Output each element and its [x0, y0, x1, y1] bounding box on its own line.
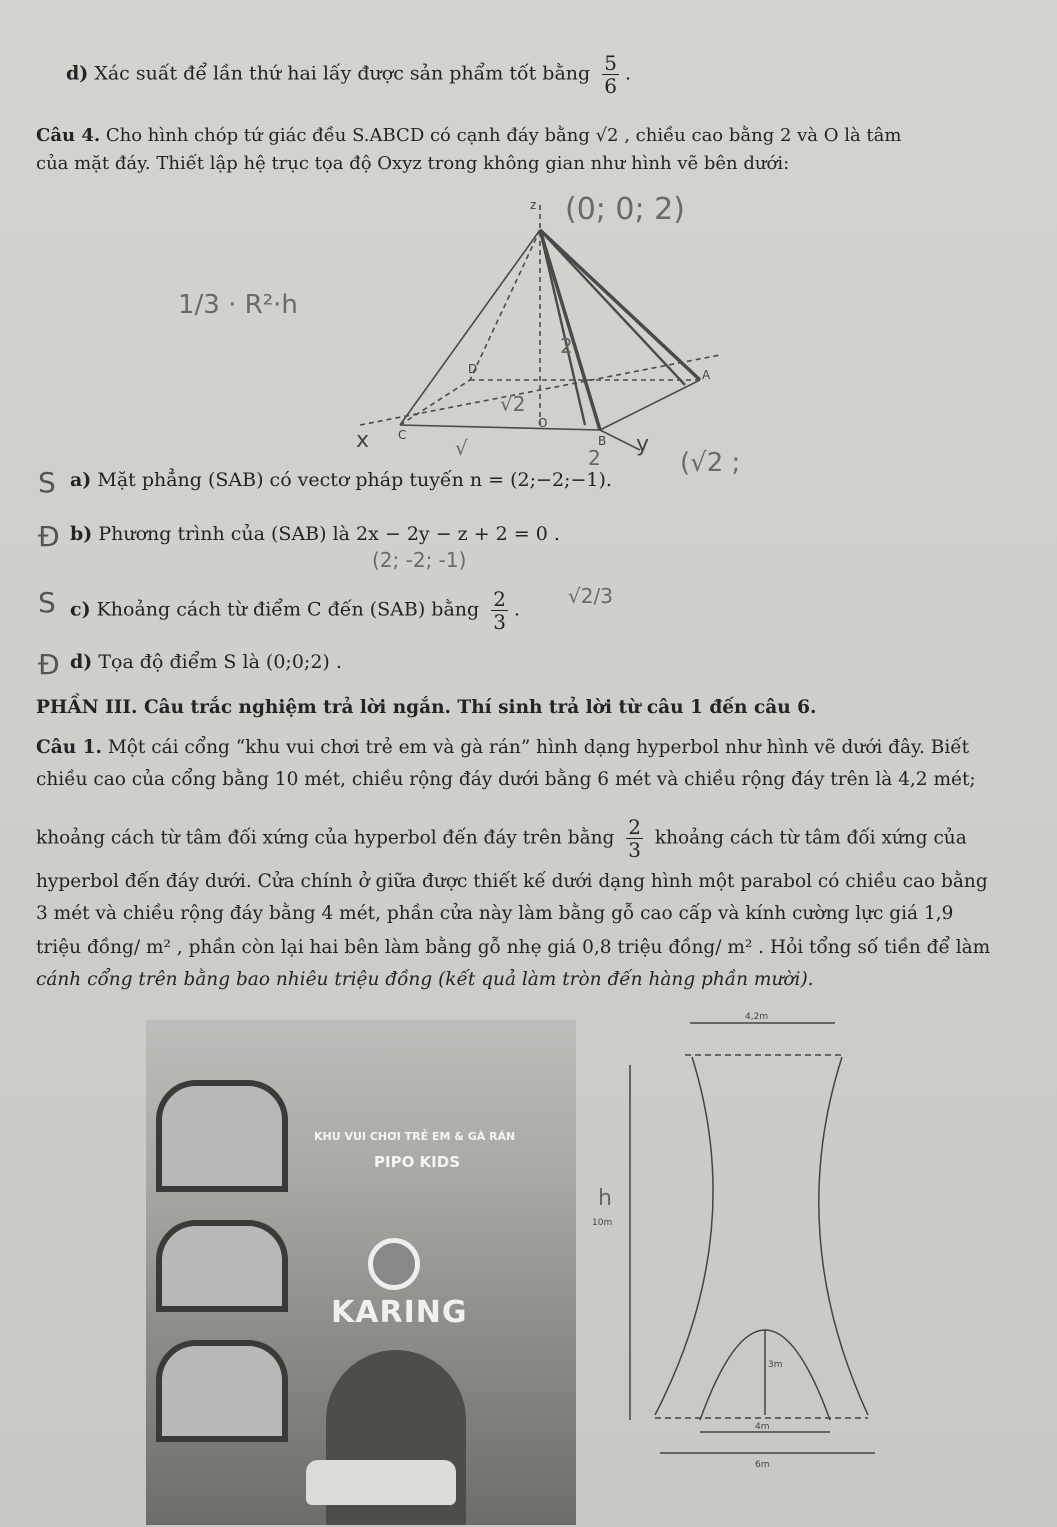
top-width-label: 4,2m [745, 1012, 769, 1022]
question-text: khoảng cách từ tâm đối xứng của hyperbol đến đáy trên bằng [36, 827, 615, 849]
sign-text: KHU VUI CHƠI TRẺ EM & GÀ RÁN [314, 1130, 516, 1143]
gate-photo [146, 1020, 576, 1525]
q4-option-d [70, 650, 342, 674]
axis-label-y: y [636, 432, 650, 457]
punctuation: . [513, 598, 521, 621]
gate-diagram [592, 1005, 890, 1485]
q4-option-c [70, 588, 520, 633]
question-text: cánh cổng trên bằng bao nhiêu triệu đồng (kết quả làm tròn đến hàng phần mười). [36, 969, 814, 990]
vertex-label-a: A [702, 368, 711, 382]
option-label: a) [70, 469, 92, 491]
q1-line3 [36, 816, 967, 861]
hyperbola-right-branch [819, 1057, 868, 1415]
vertex-label-c: C [398, 428, 407, 442]
handwriting-fraction: √2/3 [568, 584, 613, 608]
axis-label-x: x [356, 428, 370, 453]
option-text: Tọa độ điểm S là (0;0;2) . [98, 651, 342, 673]
answer-mark: Đ [38, 520, 60, 553]
question-text: Một cái cổng “khu vui chơi trẻ em và gà rán” hình dạng hyperbol như hình vẽ dưới đây. Biết [107, 737, 970, 758]
answer-mark: S [38, 466, 56, 499]
base-edge-cd [400, 380, 470, 425]
handwriting-formula: 1/3 · R²·h [178, 290, 298, 320]
handwriting-edge: 2 [560, 334, 573, 358]
fraction [602, 52, 619, 97]
fraction-numerator: 5 [604, 51, 617, 75]
option-label: c) [70, 598, 91, 621]
question-text: 3 mét và chiều rộng đáy bằng 4 mét, phần cửa này làm bằng gỗ cao cấp và kính cường lực giá 1,9 [36, 903, 954, 924]
option-text: Khoảng cách từ điểm C đến (SAB) bằng [96, 598, 480, 621]
question-text: Cho hình chóp tứ giác đều S.ABCD có cạnh đáy bằng √2 , chiều cao bằng 2 và O là tâm [105, 125, 902, 146]
edge-sd [470, 230, 540, 380]
handwriting-vector: (2; -2; -1) [372, 548, 467, 572]
sign-text: PIPO KIDS [374, 1153, 461, 1171]
fraction [491, 588, 508, 633]
option-label: b) [70, 523, 93, 545]
question-text: của mặt đáy. Thiết lập hệ trục tọa độ Oxyz trong không gian như hình vẽ bên dưới: [36, 153, 790, 174]
question-label: Câu 1. [36, 737, 102, 758]
q1-line1 [36, 736, 969, 760]
fraction-denominator: 3 [493, 610, 506, 634]
question-text: khoảng cách từ tâm đối xứng của [654, 827, 967, 849]
handwriting-h: h [598, 1186, 612, 1211]
fraction-denominator: 6 [604, 74, 617, 98]
handwriting-two: 2 [588, 446, 601, 470]
option-label: d) [66, 62, 89, 85]
question-text: chiều cao của cổng bằng 10 mét, chiều rộng đáy dưới bằng 6 mét và chiều rộng đáy trên là 4,2 mét; [36, 769, 976, 790]
building-window [156, 1220, 288, 1312]
answer-mark: S [38, 586, 56, 619]
base-edge-cb [400, 425, 600, 430]
handwriting-sqrt: (√2 ; [680, 448, 741, 478]
edge-sb-shadow [540, 230, 585, 425]
building-window [156, 1080, 288, 1192]
question-label: Câu 4. [36, 125, 101, 146]
question-text: hyperbol đến đáy dưới. Cửa chính ở giữa được thiết kế dưới dạng hình một parabol có chiều cao bằng [36, 871, 988, 892]
building-window [156, 1340, 288, 1442]
parked-car [306, 1460, 456, 1505]
parabola-height-label: 3m [768, 1360, 783, 1370]
fraction-numerator: 2 [628, 815, 642, 839]
option-text: Mặt phẳng (SAB) có vectơ pháp tuyến n = (2;−2;−1). [97, 469, 612, 491]
fraction [626, 816, 643, 861]
handwriting-coords: (0; 0; 2) [565, 192, 685, 227]
fraction-denominator: 3 [628, 838, 642, 862]
q4-option-a [70, 468, 612, 492]
hyperbola-left-branch [655, 1057, 713, 1415]
option-text: Xác suất để lần thứ hai lấy được sản phẩm tốt bằng [94, 62, 591, 85]
logo-circle [368, 1238, 420, 1290]
fraction-numerator: 2 [493, 587, 506, 611]
handwriting-sqrt: √2 [500, 392, 526, 416]
base-edge-ba [600, 380, 700, 430]
vertex-label-d: D [468, 362, 478, 376]
bottom-width-label: 6m [755, 1460, 770, 1470]
option-text: Phương trình của (SAB) là 2x − 2y − z + 2 = 0 . [98, 523, 560, 545]
section-heading: PHẦN III. Câu trắc nghiệm trả lời ngắn. Thí sinh trả lời từ câu 1 đến câu 6. [36, 697, 817, 718]
handwriting-sqrt: √ [455, 436, 468, 460]
punctuation: . [624, 62, 632, 85]
q4-line1 [36, 124, 901, 148]
q4-line2 [36, 152, 789, 176]
option-label: d) [70, 651, 93, 673]
prev-part-d [66, 52, 631, 97]
pyramid-figure [330, 185, 750, 485]
height-label: 10m [592, 1218, 613, 1228]
vertex-label-o: O [538, 416, 548, 430]
parabola-width-label: 4m [755, 1422, 770, 1432]
question-text: triệu đồng/ m² , phần còn lại hai bên làm bằng gỗ nhẹ giá 0,8 triệu đồng/ m² . Hỏi tổng số tiền để làm [36, 937, 991, 958]
answer-mark: Đ [38, 648, 60, 681]
vertex-label-b: B [598, 434, 607, 448]
q4-option-b [70, 522, 560, 546]
sign-text: KARING [331, 1295, 468, 1330]
axis-label-z: z [530, 198, 537, 212]
